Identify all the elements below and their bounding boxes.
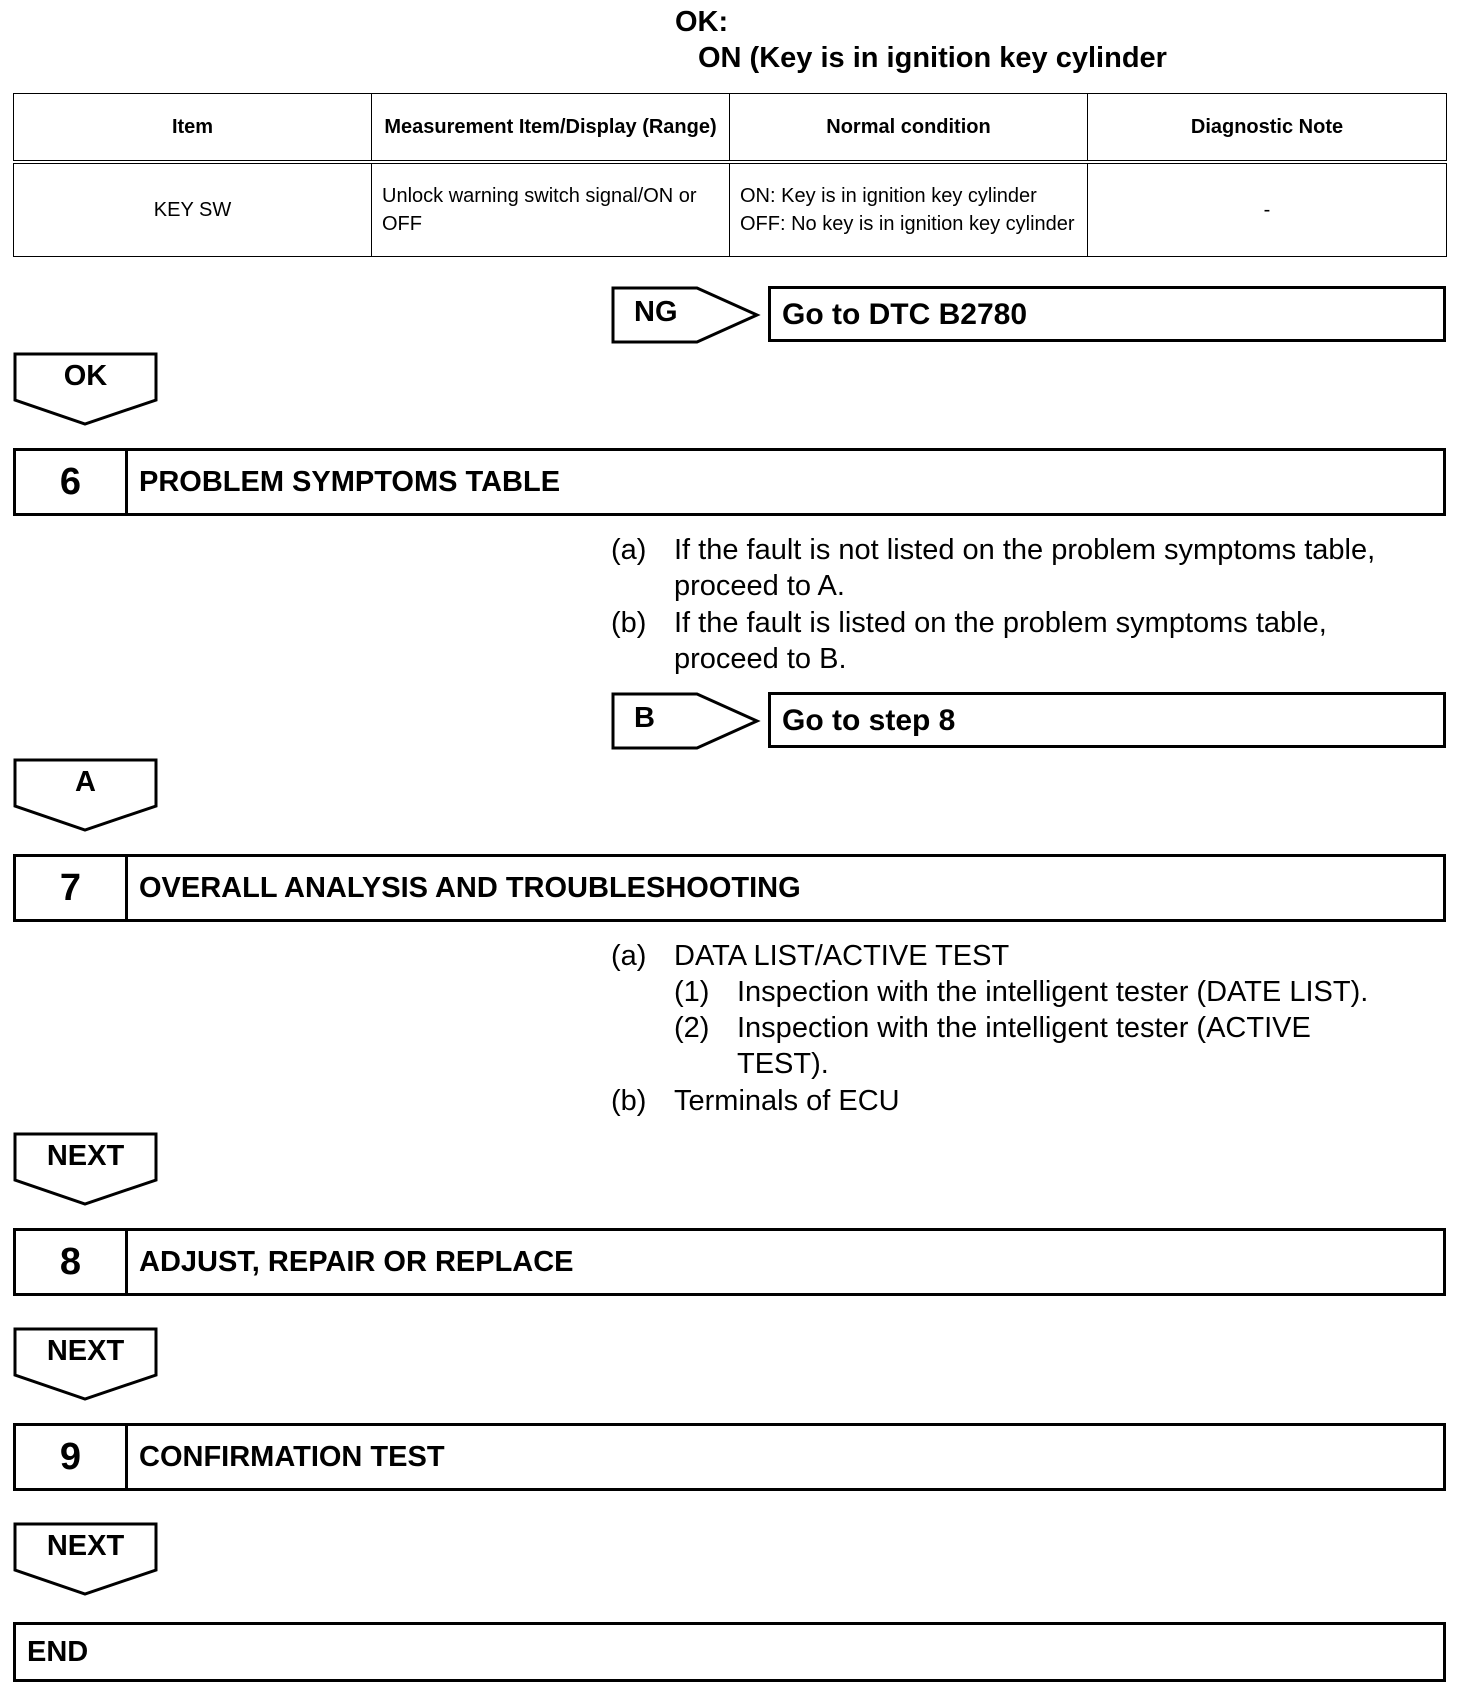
step-number: 7 xyxy=(16,857,128,919)
list-item-label: (a) xyxy=(611,940,647,972)
next-down-arrow xyxy=(13,1132,158,1206)
list-item-text: Inspection with the intelligent tester (DATE LIST). xyxy=(737,976,1369,1008)
list-item-text: Inspection with the intelligent tester (ACTIVE TEST). xyxy=(737,1012,1311,1080)
ok-arrow-label: OK xyxy=(63,360,108,392)
next-arrow-label: NEXT xyxy=(46,1140,125,1172)
step-9-header xyxy=(13,1423,1446,1491)
step-title: PROBLEM SYMPTOMS TABLE xyxy=(139,466,561,498)
ok-condition: ON (Key is in ignition key cylinder xyxy=(698,42,1167,74)
step-8-header xyxy=(13,1228,1446,1296)
list-item-label: (1) xyxy=(674,976,710,1008)
next-arrow-label: NEXT xyxy=(46,1530,125,1562)
list-item xyxy=(611,1083,1431,1119)
step-6-header xyxy=(13,448,1446,516)
normal-condition-off: OFF: No key is in ignition key cylinder xyxy=(740,213,1075,235)
step-title: CONFIRMATION TEST xyxy=(139,1441,445,1473)
list-item-text: DATA LIST/ACTIVE TEST xyxy=(674,940,1010,972)
list-item-text: Terminals of ECU xyxy=(674,1085,900,1117)
ok-down-arrow xyxy=(13,352,158,426)
step-number: 8 xyxy=(16,1231,128,1293)
cell-normal-condition xyxy=(730,162,1088,257)
list-item xyxy=(611,532,1431,604)
list-item xyxy=(611,605,1431,677)
cell-item: KEY SW xyxy=(14,162,372,257)
ng-label: NG xyxy=(634,296,678,328)
next-down-arrow xyxy=(13,1327,158,1401)
list-item-label: (b) xyxy=(611,1085,647,1117)
next-down-arrow xyxy=(13,1522,158,1596)
step-number: 9 xyxy=(16,1426,128,1488)
list-item-label: (a) xyxy=(611,534,647,566)
a-down-arrow xyxy=(13,758,158,832)
list-item-text: If the fault is not listed on the problem symptoms table, proceed to A. xyxy=(674,534,1376,602)
col-header-normal-condition: Normal condition xyxy=(730,94,1088,163)
sub-list-item xyxy=(674,974,1434,1010)
normal-condition-on: ON: Key is in ignition key cylinder xyxy=(740,185,1037,207)
goto-step-8[interactable]: Go to step 8 xyxy=(768,692,1446,748)
col-header-item: Item xyxy=(14,94,372,163)
b-label: B xyxy=(634,702,655,734)
list-item-label: (2) xyxy=(674,1012,710,1044)
cell-diagnostic-note: - xyxy=(1088,162,1447,257)
goto-dtc-b2780[interactable]: Go to DTC B2780 xyxy=(768,286,1446,342)
list-item xyxy=(611,938,1431,974)
step-title: ADJUST, REPAIR OR REPLACE xyxy=(139,1246,574,1278)
next-arrow-label: NEXT xyxy=(46,1335,125,1367)
table-header-row xyxy=(14,94,1447,163)
ok-heading: OK: xyxy=(675,6,729,38)
col-header-diagnostic-note: Diagnostic Note xyxy=(1088,94,1447,163)
sub-list-item xyxy=(674,1010,1434,1082)
step-7-header xyxy=(13,854,1446,922)
data-list-table xyxy=(13,93,1447,257)
step-title: OVERALL ANALYSIS AND TROUBLESHOOTING xyxy=(139,872,801,904)
end-box: END xyxy=(13,1622,1446,1682)
cell-measurement: Unlock warning switch signal/ON or OFF xyxy=(372,162,730,257)
list-item-label: (b) xyxy=(611,607,647,639)
b-branch-arrow xyxy=(611,692,761,750)
step-number: 6 xyxy=(16,451,128,513)
table-row xyxy=(14,162,1447,257)
ng-branch-arrow xyxy=(611,286,761,344)
col-header-measurement: Measurement Item/Display (Range) xyxy=(372,94,730,163)
list-item-text: If the fault is listed on the problem symptoms table, proceed to B. xyxy=(674,607,1327,675)
a-arrow-label: A xyxy=(75,766,96,798)
